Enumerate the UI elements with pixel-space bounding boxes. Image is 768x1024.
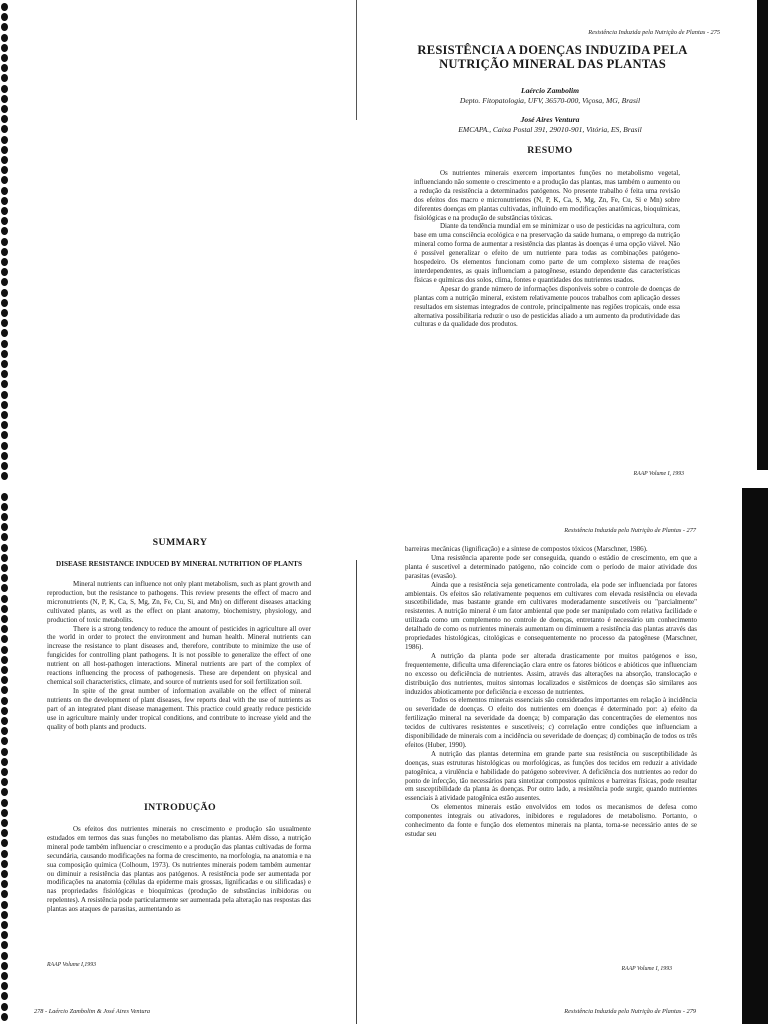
title-line-2: NUTRIÇÃO MINERAL DAS PLANTAS [439,57,666,71]
author-2-name: José Aires Ventura [520,115,580,124]
binding-hole [1,411,8,419]
binding-hole [1,197,8,205]
author-block-1 [405,86,695,106]
binding-hole [1,493,8,501]
binding-hole [1,207,8,215]
binding-hole [1,44,8,52]
binding-hole [1,584,8,592]
binding-hole [1,533,8,541]
binding-hole [1,676,8,684]
intro-body [47,825,311,914]
binding-hole [1,697,8,705]
resumo-body [414,169,680,329]
binding-hole [1,513,8,521]
binding-hole [1,727,8,735]
binding-hole [1,187,8,195]
binding-hole [1,85,8,93]
binding-hole [1,54,8,62]
summary-paragraph-1: Mineral nutrients can influence not only plant metabolism, such as plant growth and reproduction, but the resistance to pathogens. This review presents the effect of macro and micronutrients (N, P, K, Ca, S, Mg, Zn, Fe, Cu, Si, and Mn) on different diseases attacking cultivated plants, as well as the effect on plant anatomy, biochemistry, physiology, and production of toxic metabolits. [47,580,311,624]
binding-hole [1,982,8,990]
binding-hole [1,1003,8,1011]
binding-hole [1,788,8,796]
binding-hole [1,646,8,654]
binding-hole [1,778,8,786]
binding-hole [1,360,8,368]
binding-hole [1,156,8,164]
binding-hole [1,329,8,337]
right-paragraph-5: Todos os elementos minerais essenciais são considerados importantes em relação à incidência ou severidade de doenças. O efeito dos nutrientes em doenças é determinado por: a) efeito da fertilização mineral na severidade da doença; b) comparação das concentrações de elementos nos tecidos de cultivares resistentes e suscetíveis; c) correlação entre condições que influenciam a disponibilidade de minerais com a incidência ou severidade de doenças; d) combinação de todos os três efeitos (Huber, 1990). [405,696,697,749]
binding-hole [1,462,8,470]
binding-hole [1,309,8,317]
intro-paragraph: Os efeitos dos nutrientes minerais no crescimento e produção são usualmente estudados em termos das suas funções no metabolismo das plantas. Além disso, a nutrição mineral pode também influenciar o crescimento e a produção das plantas cultivadas de forma secundária, causando modificações na forma de crescimento, na morfologia, na anatomia e na sua composição química (Colhoum, 1973). Os nutrientes minerais podem também aumentar ou diminuir a resistência das plantas aos patógenos. A resistência pode ser aumentada por modificações na anatomia (células da epiderme mais grossas, lignificadas e ou silificadas) e nas propriedades fisiológicas e bioquímicas (produção de substâncias inibidoras ou repelentes). A resistência pode particularmente ser aumentada pela alteração nas respostas das plantas aos ataques de parasitas, aumentando as [47,825,311,914]
binding-hole [1,707,8,715]
article-title [400,43,705,71]
author-2-affiliation: EMCAPA., Caixa Postal 391, 29010-901, Vitória, ES, Brasil [458,125,642,134]
binding-hole [1,799,8,807]
binding-hole [1,839,8,847]
binding-hole [1,176,8,184]
right-paragraph-6: A nutrição das plantas determina em grande parte sua resistência ou susceptibilidade às doenças, suas estruturas histológicas ou morfológicas, as funções dos tecidos em reduzir a atividade patogênica, a virulência e habilidade do patógeno sobreviver. A deficiência dos nutrientes ao redor do ponto de infecção, tão necessários para sintetizar compostos químicos e barreiras físicas, pode resultar em susceptibilidade da planta às doenças. Por outro lado, a resistência pode surgir, quando nutrientes essenciais à atividade patogênica estão ausentes. [405,749,697,803]
footer-top-page: RAAP Volume I, 1993 [633,471,684,477]
gutter-line-bottom [356,560,357,1024]
binding-hole [1,829,8,837]
binding-hole [1,13,8,21]
binding-hole [1,748,8,756]
right-paragraph-1: barreiras mecânicas (lignificação) e a síntese de compostos tóxicos (Marschner, 1986). [405,545,648,553]
right-page-body [405,545,697,839]
binding-hole [1,605,8,613]
footer-left-page: RAAP Volume I,1993 [47,962,96,968]
binding-hole [1,105,8,113]
resumo-paragraph-3: Apesar do grande número de informações disponíveis sobre o controle de doenças de plantas com a nutrição mineral, existem relativamente poucos trabalhos com aplicação desses resultados em sistemas integrados de controle, principalmente nas regiões tropicais, onde essa alternativa possibilitaria reduzir o uso de pesticidas aliado a um aumento da produtividade das culturas e da qualidade dos produtos. [414,284,680,329]
binding-hole [1,1013,8,1021]
summary-subtitle: DISEASE RESISTANCE INDUCED BY MINERAL NUTRITION OF PLANTS [56,560,302,568]
binding-hole [1,615,8,623]
spiral-binding [0,0,11,1024]
binding-hole [1,278,8,286]
resumo-paragraph-2: Diante da tendência mundial em se minimizar o uso de pesticidas na agricultura, com base em uma consciência ecológica e na preservação da saúde humana, o emprego da nutrição mineral como forma de aumentar a resistência das plantas às doenças é uma opção viável. Não é possível generalizar o efeito de um nutriente para todas as combinações patógeno-hospedeiro. Os elementos funcionam como parte de um complexo sistema de reações interdependentes, as quais influenciam a patogênese, estando dependente das características físicas e químicas dos solos, clima, fontes e quantidades dos nutrientes usados. [414,222,680,284]
binding-hole [1,166,8,174]
running-head-bottom-right: Resistência Induzida pela Nutrição de Plantas - 279 [564,1008,696,1015]
binding-hole [1,564,8,572]
summary-heading: SUMMARY [152,537,208,548]
binding-hole [1,401,8,409]
summary-paragraph-2: There is a strong tendency to reduce the amount of pesticides in agriculture all over the world in order to protect the environment and human health. Mineral nutrients can increase the resistance to plant diseases and, therefore, contribute to minimize the use of fungicides for controlling plant pathogens. It is not possible to generalize the effect of one nutrient on all host-pathogen interactions. Mineral nutrients are part of the complex of reactions influencing the process of pathogenesis. These are dependent on physical and chemical soil characteristics, climate, and source of nutrients used for soil fertilization soil. [47,624,311,686]
summary-paragraph-3: In spite of the great number of information available on the effect of mineral nutrients on the development of plant diseases, few reports deal with the use of nutrients as part of an integrated plant disease management. This practice could greatly reduce pesticide use in agriculture mainly under tropical conditions, and contribute to increase yield and the quality of both plants and products. [47,686,311,731]
binding-hole [1,3,8,11]
binding-hole [1,370,8,378]
gutter-line-top [356,0,357,120]
right-paragraph-2: Uma resistência aparente pode ser conseguida, quando o estádio de crescimento, em que a planta é suscetível a determinado patógeno, não coincide com o período de maior atividade dos parasitas (evasão). [405,553,697,580]
right-paragraph-4: A nutrição da planta pode ser alterada drasticamente por muitos patógenos e isso, frequentemente, dificulta uma diferenciação clara entre os fatores bióticos e abióticos que influenciam no excesso ou deficiência de nutrientes. Assim, através das alterações na absorção, translocação e distribuição dos nutrientes, muitos sintomas localizados e sistêmicos de doenças são similares aos induzidos abioticamente por deficiência e excesso de nutrientes. [405,651,697,696]
binding-hole [1,890,8,898]
binding-hole [1,146,8,154]
binding-hole [1,64,8,72]
binding-hole [1,421,8,429]
author-block-2 [405,115,695,135]
binding-hole [1,115,8,123]
author-1-affiliation: Depto. Fitopatologia, UFV, 36570-000, Viçosa, MG, Brasil [459,96,641,105]
author-1-name: Laércio Zambolim [521,86,579,95]
binding-hole [1,227,8,235]
binding-hole [1,635,8,643]
binding-hole [1,95,8,103]
binding-hole [1,23,8,31]
footer-right-page: RAAP Volume I, 1993 [621,966,672,972]
binding-hole [1,901,8,909]
binding-hole [1,299,8,307]
title-line-1: RESISTÊNCIA A DOENÇAS INDUZIDA PELA [417,43,688,57]
scan-edge-bottom [742,488,768,1024]
binding-hole [1,74,8,82]
binding-hole [1,289,8,297]
binding-hole [1,768,8,776]
binding-hole [1,340,8,348]
scan-edge-top [757,0,768,470]
binding-hole [1,34,8,42]
binding-hole [1,880,8,888]
binding-hole [1,268,8,276]
right-paragraph-3: Ainda que a resistência seja geneticamente controlada, ela pode ser influenciada por fatores ambientais. Os efeitos são relativamente pequenos em cultivares com elevada resistência ou elevada suscetibilidade, mas bastante grande em cultivares moderadamente suscetíveis ou "parcialmente" resistentes. A nutrição mineral é um fator ambiental que pode ser manipulado com relativa facilidade e utilizada como um complemento no controle de doenças, entretanto é necessário um conhecimento detalhado de como os nutrientes minerais aumentam ou diminuem a resistência das plantas através das propriedades histológicas, citológicas e consequentemente no processo da patogênese (Marschner, 1986). [405,580,697,651]
binding-hole [1,472,8,480]
binding-hole [1,860,8,868]
binding-hole [1,952,8,960]
binding-hole [1,737,8,745]
binding-hole [1,136,8,144]
resumo-heading: RESUMO [527,145,573,156]
binding-hole [1,962,8,970]
binding-hole [1,686,8,694]
binding-hole [1,391,8,399]
binding-hole [1,544,8,552]
binding-hole [1,972,8,980]
binding-hole [1,625,8,633]
running-head-right: Resistência Induzida pela Nutrição de Plantas - 277 [564,527,696,534]
summary-body [47,580,311,731]
binding-hole [1,666,8,674]
binding-hole [1,503,8,511]
binding-hole [1,238,8,246]
running-head-top: Resistência Induzida pela Nutrição de Plantas - 275 [588,29,720,36]
binding-hole [1,850,8,858]
binding-hole [1,595,8,603]
resumo-paragraph-1: Os nutrientes minerais exercem importantes funções no metabolismo vegetal, influenciando não somente o crescimento e a produção das plantas, mas também o aumento ou a redução da resistência a determinados patógenos. No presente trabalho é feita uma revisão dos efeitos dos macro e micronutrientes (N, P, K, Ca, S, Mg, Zn, Fe, Cu, Si e Mn) sobre diferentes doenças em plantas cultivadas, influindo em modificações anatômicas, bioquímicas, fisiológicas e na produção de substâncias tóxicas. [414,169,680,222]
binding-hole [1,656,8,664]
binding-hole [1,442,8,450]
binding-hole [1,350,8,358]
binding-hole [1,523,8,531]
binding-hole [1,258,8,266]
binding-hole [1,819,8,827]
binding-hole [1,992,8,1000]
binding-hole [1,452,8,460]
binding-hole [1,717,8,725]
binding-hole [1,931,8,939]
binding-hole [1,911,8,919]
binding-hole [1,809,8,817]
binding-hole [1,125,8,133]
running-head-bottom-left: 278 - Laércio Zambolim & José Aires Ventura [34,1008,151,1015]
intro-heading: INTRODUÇÃO [143,802,217,813]
binding-hole [1,554,8,562]
binding-hole [1,870,8,878]
binding-hole [1,380,8,388]
binding-hole [1,921,8,929]
binding-hole [1,248,8,256]
binding-hole [1,217,8,225]
binding-hole [1,319,8,327]
right-paragraph-7: Os elementos minerais estão envolvidos em todos os mecanismos de defesa como componentes integrais ou ativadores, inibidores e reguladores de metabolismo. Portanto, o conhecimento da fonte e função dos elementos minerais na planta, torna-se necessário antes de se estudar seu [405,803,697,838]
binding-hole [1,941,8,949]
binding-hole [1,758,8,766]
binding-hole [1,574,8,582]
binding-hole [1,431,8,439]
